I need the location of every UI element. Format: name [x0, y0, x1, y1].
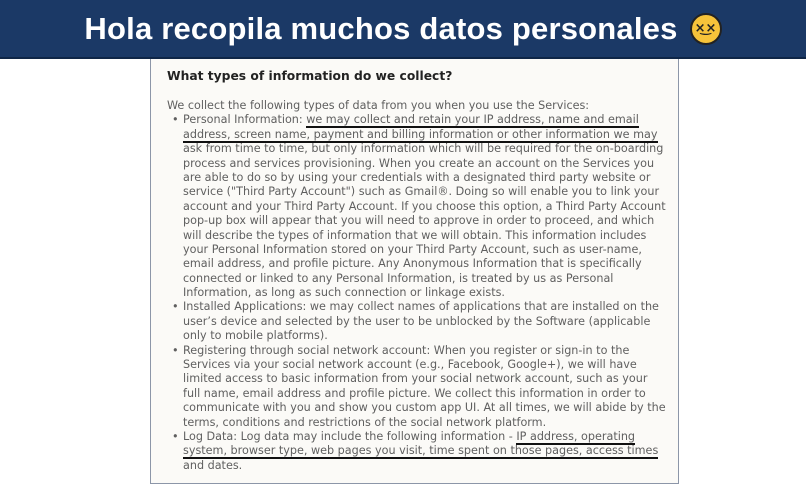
section-body: [167, 99, 666, 473]
bullet-icon: •: [172, 343, 179, 357]
bullet-list: [167, 113, 666, 473]
text-line: [167, 300, 666, 314]
text-segment: Personal Information:: [183, 113, 307, 127]
text-line: [167, 229, 666, 243]
text-segment: account and your Third Party Account. If you choose this option, a Third Party Account: [183, 199, 666, 213]
text-segment: and dates.: [183, 458, 243, 472]
text-segment: terms, conditions and restrictions of the social network platform.: [183, 415, 547, 429]
banner: [0, 0, 806, 59]
intro-text: We collect the following types of data from you when you use the Services:: [167, 99, 590, 112]
text-segment: Information, as long as such connection or linkage exists.: [183, 286, 505, 300]
bullet-icon: •: [172, 113, 179, 127]
text-line: [167, 401, 666, 415]
text-segment: your Personal Information stored on your Third Party Account, such as user-name,: [183, 242, 642, 256]
text-segment: pop-up box will appear that you will need to approve in order to proceed, and which: [183, 214, 655, 228]
text-segment: communicate with you and show you custom app UI. At all times, we will abide by the: [183, 401, 666, 415]
text-line: [167, 243, 666, 257]
privacy-policy-document: [150, 59, 679, 484]
text-line: [167, 372, 666, 386]
text-segment: Registering through social network account: When you register or sign-in to the: [183, 343, 630, 357]
confounded-face-icon: ×͜×: [690, 13, 722, 45]
text-segment: process and services provisioning. When you create an account on the Services you: [183, 156, 655, 170]
text-line: [167, 444, 666, 458]
text-line: [167, 387, 666, 401]
text-segment: connected or linked to any Personal Information, is treated by us as Personal: [183, 271, 614, 285]
text-segment: service ("Third Party Account") such as Gmail®. Doing so will enable you to link your: [183, 185, 660, 199]
text-line: [167, 286, 666, 300]
section-heading: What types of information do we collect?: [167, 69, 453, 83]
text-line: [167, 459, 666, 473]
text-line: [167, 171, 666, 185]
list-item: [167, 300, 666, 343]
text-line: [167, 344, 666, 358]
banner-title: Hola recopila muchos datos personales: [84, 10, 678, 46]
text-segment: limited access to basic information from your social network account, such as your: [183, 372, 648, 386]
text-line: [167, 257, 666, 271]
underlined-highlight: address, screen name, payment and billing information or other information we may: [183, 127, 658, 141]
text-line: [167, 128, 666, 142]
list-item: [167, 430, 666, 473]
text-segment: Services via your social network account (e.g., Facebook, Google+), we will have: [183, 358, 637, 372]
text-line: [167, 272, 666, 286]
text-segment: user’s device and selected by the user to be unblocked by the Software (applicable: [183, 314, 651, 328]
list-item: [167, 344, 666, 430]
bullet-icon: •: [172, 300, 179, 314]
text-line: [167, 214, 666, 228]
text-line: [167, 430, 666, 444]
text-line: [167, 185, 666, 199]
underlined-highlight: we may collect and retain your IP address, name and email: [306, 113, 639, 127]
text-segment: only to mobile platforms).: [183, 329, 328, 343]
text-line: [167, 157, 666, 171]
text-line: [167, 113, 666, 127]
text-segment: Log Data: Log data may include the following information -: [183, 429, 517, 443]
text-segment: full name, email address and profile picture. We collect this information in order to: [183, 386, 646, 400]
text-line: [167, 200, 666, 214]
list-item: [167, 113, 666, 300]
text-line: [167, 358, 666, 372]
text-line: [167, 416, 666, 430]
bullet-icon: •: [172, 429, 179, 443]
underlined-highlight: system, browser type, web pages you visit, time spent on those pages, access times: [183, 444, 659, 458]
text-line: [167, 142, 666, 156]
text-segment: ask from time to time, but only information which will be required for the on-boarding: [183, 142, 664, 156]
text-segment: are able to do so by using your credentials with a designated third party website or: [183, 170, 651, 184]
text-line: [167, 315, 666, 329]
text-line: [167, 329, 666, 343]
text-segment: email address, and profile picture. Any Anonymous Information that is specifically: [183, 257, 642, 271]
text-segment: Installed Applications: we may collect names of applications that are installed on the: [183, 300, 659, 314]
text-segment: will describe the types of information that we will obtain. This information includes: [183, 228, 647, 242]
underlined-highlight: IP address, operating: [516, 429, 636, 443]
